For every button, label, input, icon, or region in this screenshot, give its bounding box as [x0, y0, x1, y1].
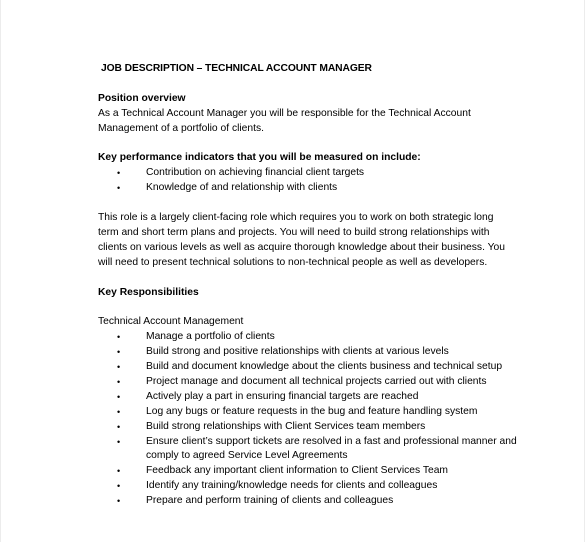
- list-item-text: Manage a portfolio of clients: [146, 331, 275, 343]
- bullet-icon: •: [117, 376, 121, 387]
- list-item: [98, 181, 528, 196]
- bullet-icon: •: [117, 362, 121, 373]
- list-item-text: Contribution on achieving financial client targets: [146, 167, 365, 179]
- role-line: will need to present technical solutions to non-technical people as well as developers.: [98, 256, 488, 268]
- list-item: [98, 360, 528, 375]
- list-item: [98, 390, 528, 405]
- bullet-icon: •: [117, 421, 121, 432]
- document-content: [98, 62, 528, 509]
- list-item: [98, 166, 528, 181]
- kpi-list: [98, 166, 528, 196]
- kpi-heading: Key performance indicators that you will be measured on include:: [98, 152, 421, 164]
- document-page: [1, 0, 584, 542]
- list-item-text: Build and document knowledge about the clients business and technical setup: [146, 361, 503, 373]
- list-item-text: Actively play a part in ensuring financial targets are reached: [146, 390, 419, 402]
- list-item-text: Knowledge of and relationship with clients: [146, 182, 338, 194]
- list-item-text: Build strong relationships with Client Services team members: [146, 420, 426, 432]
- overview-line: Management of a portfolio of clients.: [98, 122, 264, 134]
- overview-line: As a Technical Account Manager you will be responsible for the Technical Account: [98, 107, 471, 119]
- document-title: JOB DESCRIPTION – TECHNICAL ACCOUNT MANAGER: [101, 63, 372, 74]
- list-item-text: Feedback any important client information to Client Services Team: [146, 465, 448, 477]
- technical-account-management-subheading: Technical Account Management: [98, 316, 244, 328]
- list-item: [98, 375, 528, 390]
- role-line: term and short term plans and projects. You will need to build strong relationships with: [98, 226, 490, 238]
- position-overview-heading: Position overview: [98, 92, 186, 104]
- bullet-icon: •: [117, 406, 121, 417]
- list-item: [98, 330, 528, 345]
- role-description: [98, 211, 528, 271]
- bullet-icon: •: [117, 481, 121, 492]
- bullet-icon: •: [117, 168, 121, 179]
- list-item-text: comply to agreed Service Level Agreements: [146, 450, 348, 462]
- list-item-text: Identify any training/knowledge needs for clients and colleagues: [146, 480, 438, 492]
- bullet-icon: •: [117, 466, 121, 477]
- list-item: [98, 435, 528, 465]
- list-item-text: Log any bugs or feature requests in the bug and feature handling system: [146, 405, 478, 417]
- bullet-icon: •: [117, 496, 121, 507]
- list-item-text: Ensure client’s support tickets are resolved in a fast and professional manner and: [146, 435, 517, 447]
- role-line: This role is a largely client-facing role which requires you to work on both strategic long: [98, 212, 494, 224]
- list-item-text: Project manage and document all technical projects carried out with clients: [146, 375, 487, 387]
- bullet-icon: •: [117, 347, 121, 358]
- list-item-text: Build strong and positive relationships with clients at various levels: [146, 346, 449, 358]
- bullet-icon: •: [117, 183, 121, 194]
- bullet-icon: •: [117, 332, 121, 343]
- list-item-text: Prepare and perform training of clients and colleagues: [146, 495, 394, 507]
- bullet-icon: •: [117, 436, 121, 447]
- position-overview-text: [98, 107, 528, 137]
- list-item: [98, 464, 528, 479]
- role-line: clients on various levels as well as acquire thorough knowledge about their business. You: [98, 241, 505, 253]
- list-item: [98, 479, 528, 494]
- responsibilities-list: [98, 330, 528, 509]
- bullet-icon: •: [117, 391, 121, 402]
- key-responsibilities-heading: Key Responsibilities: [98, 286, 199, 298]
- list-item: [98, 345, 528, 360]
- list-item: [98, 405, 528, 420]
- list-item: [98, 494, 528, 509]
- list-item: [98, 420, 528, 435]
